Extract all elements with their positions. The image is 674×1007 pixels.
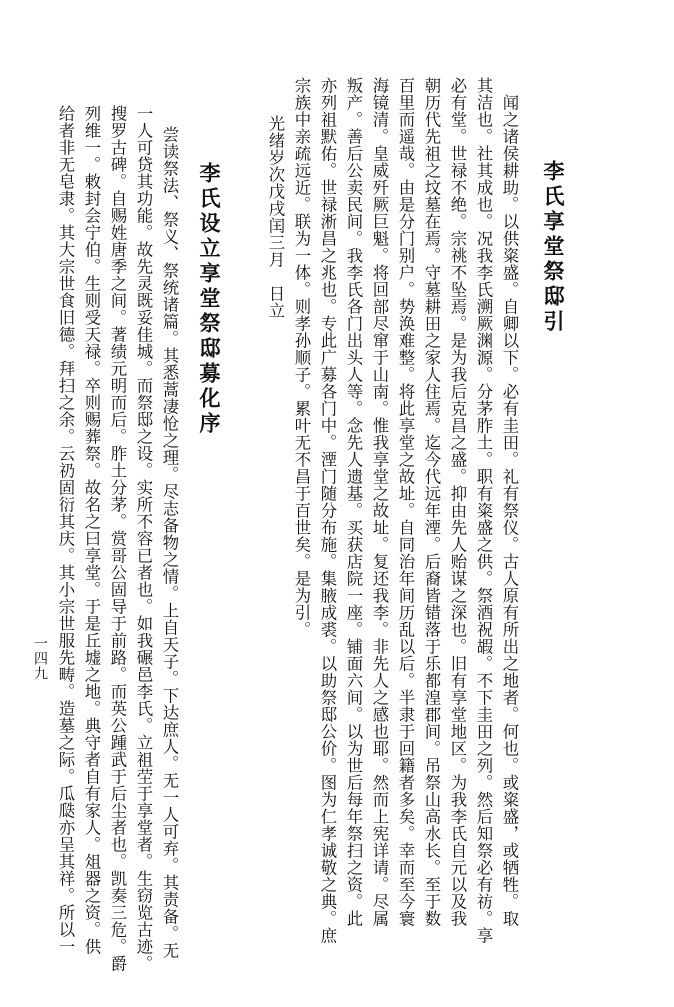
article1-line-2: 其洁也。社其成也。况我李氏溯厥渊源。分茅胙土。职有粢盛之供。祭酒祝嘏。不下圭田之列。然后知祭必有祊。享 — [474, 77, 493, 944]
article2-line-3: 搜罗古碑。自赐姓唐季之间。著绩元明而后。胙土分茅。赏哥公固导于前路。而英公踵武于后尘者也。凯奏三危。爵 — [108, 105, 127, 972]
article1-line-8: 亦列祖默佑。世禄淅昌之兆也。专此广募各门中。湮门随分布施。集腋成裘。以助祭邸公价。图为仁孝诚敬之典。庶 — [318, 77, 337, 944]
article1-title: 李氏享堂祭邸引 — [541, 160, 565, 335]
article1-line-5: 百里而遥哉。由是分门别户。势涣难整。将此享堂之故址。自同治年间历乱以后。半隶于回籍者多矣。幸而至今寰 — [396, 77, 415, 927]
article1-line-4: 朝历代先祖之坟墓在焉。守墓耕田之家人住焉。迄今代远年湮。后裔皆错落于乐都湟郡间。吊祭山高水长。至于数 — [422, 77, 441, 927]
article1-line-6: 海镜清。皇威歼厥巨魁。将回部尽窜于山南。惟我享堂之故址。复还我李。非先人之感也耶。然而上宪详请。尽属 — [370, 77, 389, 927]
article2-line-5: 给者非无皂隶。其大宗世食旧德。拜扫之余。云礽固衍其庆。其小宗世服先畴。造墓之际。瓜瓞亦呈其祥。所以一 — [56, 105, 75, 955]
article2-line-2: 一人可贷其功能。故先灵既妥佳城。而祭邸之设。实所不容已者也。如我碾邑李氏。立祖茔于享堂者。生窃览古迹。 — [134, 105, 153, 972]
article1-line-9: 宗族中亲疏远近。联为一体。则孝孙顺子。累叶无不昌于百世矣。是为引。 — [292, 77, 311, 638]
article2-line-1: 尝读祭法、祭义、祭统诸篇。其悉蒿凄怆之理。尽志备物之情。上自天子。下达庶人。无一人可弃。其责备。无 — [160, 126, 179, 959]
article2-line-4: 列维一。敕封会宁伯。生则受天禄。卒则赐葬祭。故名之曰享堂。于是丘墟之地。典守者自有家人。俎器之资。供 — [82, 105, 101, 955]
article1-dateline: 光绪岁次戊戌闰三月 日立 — [266, 115, 285, 319]
article2-title: 李氏设立享堂祭邸募化序 — [197, 162, 221, 437]
article1-line-7: 叛产。善后公卖民间。我李氏各门出头人等。念先人遗基。买获店院一座。铺面六间。以为世后每年祭扫之资。此 — [344, 77, 363, 927]
page-number: 一四九 — [32, 636, 48, 681]
article1-line-3: 必有堂。世禄不绝。宗祧不坠焉。是为我后克昌之盛。抑由先人贻谋之深也。旧有享堂地区。为我李氏自元以及我 — [448, 77, 467, 927]
article1-line-1: 闻之诸侯耕助。以供粢盛。自卿以下。必有圭田。礼有祭仪。古人原有所出之地者。何也。或粢盛，或牺牲。取 — [500, 94, 519, 927]
